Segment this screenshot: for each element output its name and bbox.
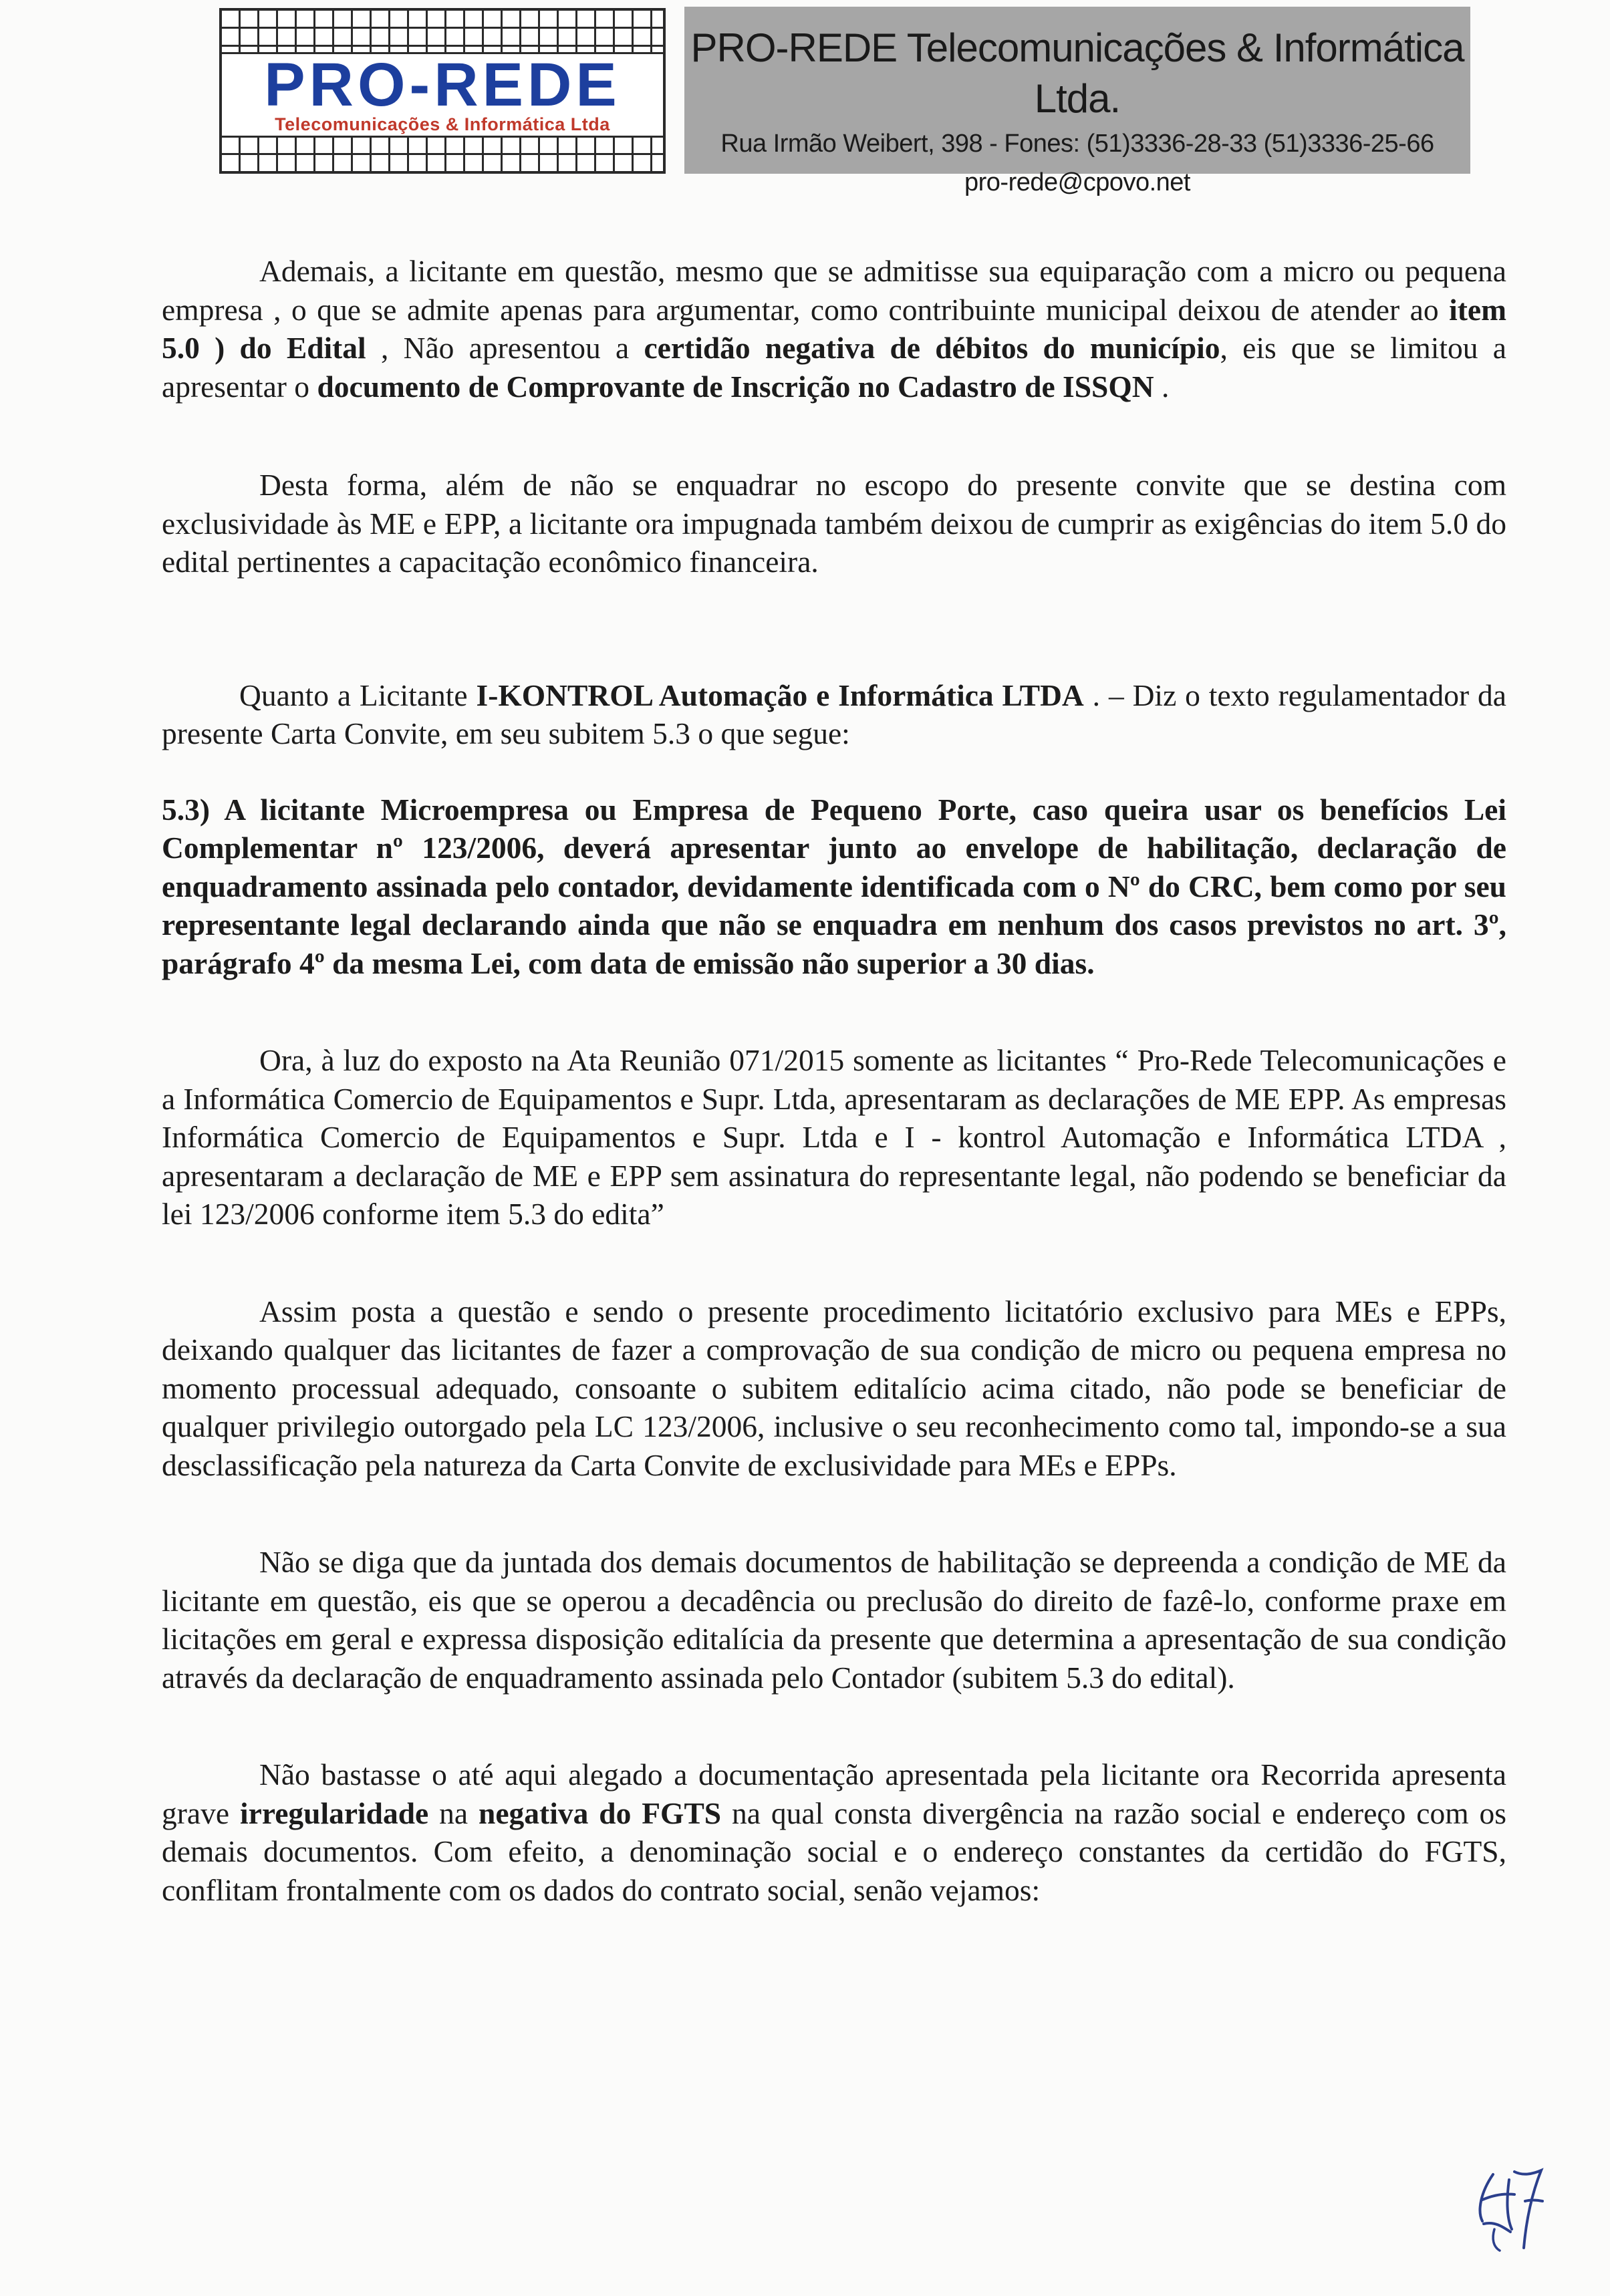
p8-bold-1: irregularidade <box>239 1796 429 1830</box>
p1-text-3: , eis que se limitou a apresentar o <box>162 331 1507 404</box>
paragraph-3 <box>162 676 1506 753</box>
p1-text-4: . <box>1154 369 1170 404</box>
paragraph-8 <box>162 1755 1506 1909</box>
p8-text-2: na <box>428 1796 479 1830</box>
p1-bold-3: documento de Comprovante de Inscrição no Cadastro de ISSQN <box>317 369 1154 404</box>
p3-text-1: Quanto a Licitante <box>239 678 477 712</box>
p1-bold-2: certidão negativa de débitos do município <box>644 331 1220 365</box>
company-logo <box>219 8 666 174</box>
paragraph-7: Não se diga que da juntada dos demais documentos de habilitação se depreenda a condição de ME da licitante em questão, eis que se operou a decadência ou preclusão do direito de fazê-lo, conforme praxe em licitações em geral e expressa disposição editalícia da presente que determina a apresentação de sua condição através da declaração de enquadramento assinada pelo Contador (subitem 5.3 do edital). <box>162 1545 1506 1695</box>
p3-bold-1: I-KONTROL Automação e Informática LTDA <box>476 678 1084 712</box>
paragraph-1 <box>162 252 1506 406</box>
handwritten-rubric <box>1468 2160 1561 2260</box>
company-name: PRO-REDE Telecomunicações & Informática Ltda. <box>690 25 1464 121</box>
paragraph-2: Desta forma, além de não se enquadrar no escopo do presente convite que se destina com exclusividade às ME e EPP, a licitante ora impugnada também deixou de cumprir as exigências do item 5.0 do edital pertinentes a capacitação econômico financeira. <box>162 468 1506 579</box>
p3-text-2: . – Diz o texto regulamentador da presente Carta Convite, em seu subitem 5.3 o que segue: <box>162 678 1506 750</box>
p1-bold-1: item 5.0 ) do Edital <box>162 292 1506 365</box>
company-address: Rua Irmão Weibert, 398 - Fones: (51)3336-28-33 (51)3336-25-66 <box>720 130 1434 158</box>
company-email: pro-rede@cpovo.net <box>964 168 1190 196</box>
p8-bold-2: negativa do FGTS <box>479 1796 722 1830</box>
paragraph-5: Ora, à luz do exposto na Ata Reunião 071/2015 somente as licitantes “ Pro-Rede Telecomunicações e a Informática Comercio de Equipamentos e Supr. Ltda, apresentaram as declarações de ME EPP. As empresas Informática Comercio de Equipamentos e Supr. Ltda e I - kontrol Automação e Informática LTDA , apresentaram a declaração de ME e EPP sem assinatura do representante legal, não podendo se beneficiar da lei 123/2006 conforme item 5.3 do edita” <box>162 1043 1506 1231</box>
paragraph-4-quote: 5.3) A licitante Microempresa ou Empresa de Pequeno Porte, caso queira usar os benefícios Lei Complementar nº 123/2006, deverá apresentar junto ao envelope de habilitação, declaração de enquadramento assinada pelo contador, devidamente identificada com o Nº do CRC, bem como por seu representante legal declarando ainda que não se enquadra em nenhum dos casos previstos no art. 3º, parágrafo 4º da mesma Lei, com data de emissão não superior a 30 dias. <box>162 792 1506 980</box>
document-body <box>162 252 1506 1909</box>
logo-main-text: PRO-REDE <box>264 51 621 119</box>
p1-text-1: Ademais, a licitante em questão, mesmo que se admitisse sua equiparação com a micro ou pequena empresa , o que se admite apenas para argumentar, como contribuinte municipal deixou de atender ao <box>162 254 1506 327</box>
letterhead-info <box>684 7 1470 196</box>
p8-text-3: na qual consta divergência na razão social e endereço com os demais documentos. Com efeito, a denominação social e o endereço constantes da certidão do FGTS, conflitam frontalmente com os dados do contrato social, senão vejamos: <box>162 1796 1507 1907</box>
logo-sub-text: Telecomunicações & Informática Ltda <box>275 114 610 134</box>
paragraph-6: Assim posta a questão e sendo o presente procedimento licitatório exclusivo para MEs e EPPs, deixando qualquer das licitantes de fazer a comprovação de sua condição de micro ou pequena empresa no momento processual adequado, consoante o subitem editalício acima citado, não pode se beneficiar de qualquer privilegio outorgado pela LC 123/2006, inclusive o seu reconhecimento como tal, impondo-se a sua desclassificação pela natureza da Carta Convite de exclusividade para MEs e EPPs. <box>162 1294 1506 1482</box>
logo-band <box>222 52 663 138</box>
p8-text-1: Não bastasse o até aqui alegado a documentação apresentada pela licitante ora Recorrida apresenta grave <box>162 1757 1506 1830</box>
p1-text-2: , Não apresentou a <box>366 331 644 365</box>
